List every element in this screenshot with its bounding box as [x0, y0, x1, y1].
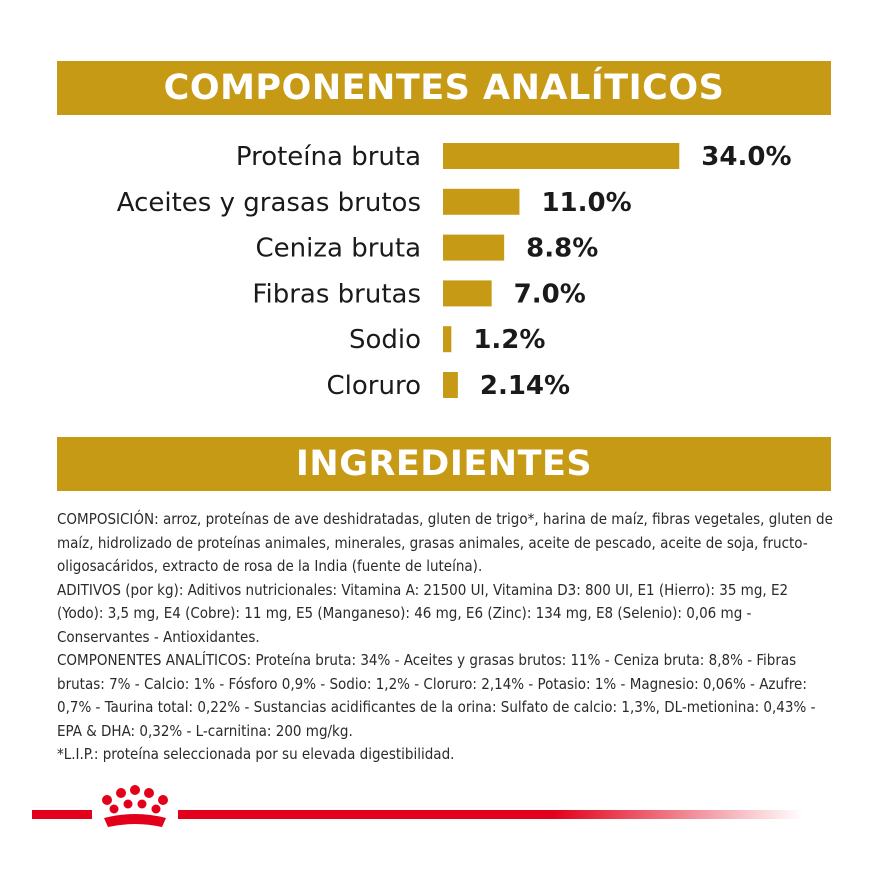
bar	[443, 235, 504, 261]
bar	[443, 372, 458, 398]
category-label: Fibras brutas	[252, 279, 421, 310]
brand-footer	[0, 780, 880, 840]
value-label: 7.0%	[513, 279, 586, 310]
analytic-components-chart	[0, 130, 880, 410]
bar	[443, 326, 451, 352]
analytic-components-header	[57, 61, 831, 115]
value-label: 11.0%	[541, 187, 632, 218]
category-label: Ceniza bruta	[255, 233, 421, 264]
ingredients-header	[57, 437, 831, 491]
footer-line-right	[178, 810, 803, 819]
composition-paragraph: COMPOSICIÓN: arroz, proteínas de ave deshidratadas, gluten de trigo*, harina de maíz, fibras vegetales, gluten de maíz, hidrolizado de proteínas animales, minerales, grasas animales, aceite de pescado, aceite de soja, fructo-oligosacáridos, extracto de rosa de la India (fuente de luteína).	[57, 510, 833, 575]
ingredients-text	[57, 508, 837, 767]
footer-line-left	[32, 810, 92, 819]
bar	[443, 143, 679, 169]
ingredients-title: INGREDIENTES	[295, 444, 593, 484]
category-label: Sodio	[348, 325, 421, 356]
additives-paragraph: ADITIVOS (por kg): Aditivos nutricionales: Vitamina A: 21500 UI, Vitamina D3: 800 UI, E1 (Hierro): 35 mg, E2 (Yodo): 3,5 mg, E4 (Cobre): 11 mg, E5 (Manganeso): 46 mg, E6 (Zinc): 134 mg, E8 (Selenio): 0,06 mg - Conservantes - Antioxidantes.	[57, 580, 789, 646]
crown-logo-icon	[102, 785, 168, 827]
analytic-components-paragraph: COMPONENTES ANALÍTICOS: Proteína bruta: 34% - Aceites y grasas brutos: 11% - Ceniza bruta: 8,8% - Fibras brutas: 7% - Calcio: 1% - Fósforo 0,9% - Sodio: 1,2% - Cloruro: 2,14% - Potasio: 1% - Magnesio: 0,06% - Azufre: 0,7% - Taurina total: 0,22% - Sustancias acidificantes de la orina: Sulfato de calcio: 1,3%, DL-metionina: 0,43% - EPA & DHA: 0,32% - L-carnitina: 200 mg/kg.	[57, 651, 816, 740]
bar	[443, 189, 519, 215]
analytic-components-title: COMPONENTES ANALÍTICOS	[163, 68, 725, 108]
category-label: Proteína bruta	[235, 142, 421, 172]
category-label: Aceites y grasas brutos	[116, 187, 421, 218]
value-label: 2.14%	[479, 371, 571, 401]
category-label: Cloruro	[326, 371, 421, 401]
value-label: 34.0%	[701, 142, 792, 172]
lip-footnote: *L.I.P.: proteína seleccionada por su elevada digestibilidad.	[57, 745, 455, 763]
value-label: 1.2%	[473, 325, 546, 356]
value-label: 8.8%	[526, 233, 599, 264]
bar	[443, 280, 492, 306]
